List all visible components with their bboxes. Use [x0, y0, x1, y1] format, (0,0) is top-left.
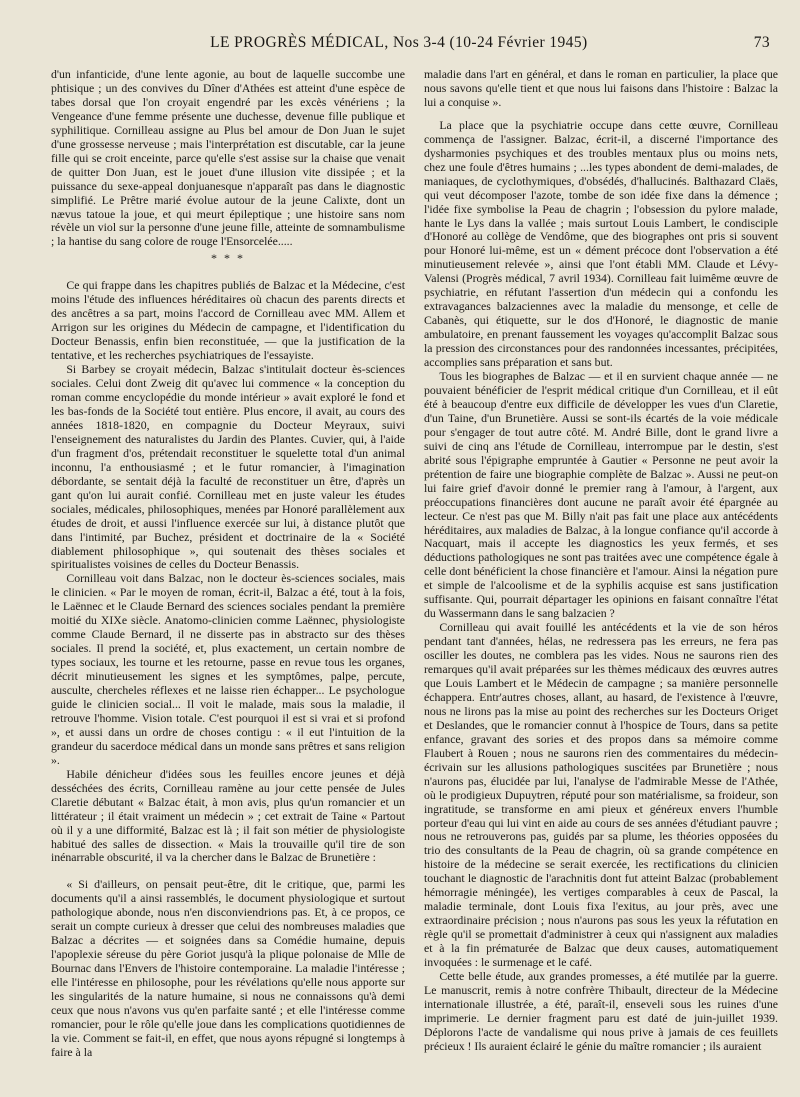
paragraph: Cornilleau voit dans Balzac, non le docteur ès-sciences sociales, mais le clinicien. « Par le moyen de roman, écrit-il, Balzac a été, tout à la fois, le Laënnec et le Claude Bernard des sciences sociales pendant la première moitié du XIXe siècle. Anatomo-clinicien comme Laënnec, physiologiste comme Claude Bernard, il ne disserte pas in abstracto sur des thèses sociales. Il prend la société, et, plus exactement, un certain nombre de types sociaux, les tourne et les retourne, passe en revue tous les organes, décrit minutieusement les signes et les symptômes, palpe, percute, ausculte, chercheles réflexes et ne laisse rien échapper... Le psychologue guide le clinicien social... Il voit le malade, mais sous la maladie, il retrouve l'homme. Vision totale. C'est pourquoi il est si vrai et si profond », et aussi dans un ordre de choses contigu : « il eut l'intuition de la grandeur du sacerdoce médical dans un monde sans prêtres et sans religion ». [51, 571, 405, 767]
running-head [44, 34, 754, 52]
paragraph: maladie dans l'art en général, et dans le roman en particulier, la place que nous savons qu'elle tient et que nous lui faisons dans l'histoire : Balzac la lui a conquise ». [424, 67, 778, 109]
paragraph: Habile dénicheur d'idées sous les feuilles encore jeunes et déjà desséchées des écrits, Cornilleau ramène au jour cette pensée de Jules Claretie débutant « Balzac était, à mon avis, plus qu'un romancier et un littérateur ; il était vraiment un médecin » ; cet extrait de Taine « Partout où il y a une difformité, Balzac est là ; il fait son métier de physiologiste habitué des salles de dissection. « Mais la trouvaille qu'il tire de son inénarrable obscurité, il va la chercher dans le Balzac de Brunetière : [51, 766, 405, 865]
page-header [44, 34, 770, 56]
issue-info: Nos 3-4 (10-24 Février 1945) [392, 34, 588, 51]
quotation-paragraph: « Si d'ailleurs, on pensait peut-être, dit le critique, que, parmi les documents qu'il a ainsi rassemblés, le document physiologique et surtout pathologique abonde, nous n'en disconviendrions pas. Et, à ce propos, ce serait un compte curieux à dresser que celui des nombreuses maladies que Balzac a décrites — et soignées dans sa Comédie humaine, depuis l'apoplexie séreuse du père Goriot jusqu'à la plique polonaise de Mlle de Bournac dans l'Envers de l'histoire contemporaine. La maladie l'intéresse ; elle l'intéresse en philosophe, pour les révélations qu'elle nous apporte sur les singularités de la nature humaine, si nous ne connaissons qu'à demi ceux que nous n'avons vus qu'en parfaite santé ; et elle l'intéresse comme romancier, pour le rôle qu'elle joue dans les complications quotidiennes de la vie. Comment se fait-il, en effet, que nous ayons répugné si longtemps à faire à la [51, 877, 405, 1059]
paragraph: Ce qui frappe dans les chapitres publiés de Balzac et la Médecine, c'est moins l'étude des influences héréditaires où chacun des parents directs et des ancêtres a sa part, moins l'accord de Cornilleau avec MM. Allem et Arrigon sur les origines du Médecin de campagne, et l'identification du Docteur Benassis, enfin bien reconstituée, — que la justification de la tentative, et les recherches psychiatriques de l'essayiste. [51, 278, 405, 363]
paragraph: Cornilleau qui avait fouillé les antécédents et la vie de son héros pendant tant d'années, hélas, ne redressera pas les erreurs, ne fera pas osciller les doutes, ne comblera pas les vides. Nous ne saurons rien des remarques qu'il avait préparées sur les thèmes médicaux des œuvres autres que Louis Lambert et le Médecin de campagne ; sa manière personnelle échappera. Entr'autres choses, allant, au hasard, de l'existence à l'œuvre, nous ne lirons pas la mise au point des recherches sur les Docteurs Origet et Deslandes, que le romancier connut à l'hospice de Tours, dans sa petite enfance, gravant des sories et des propos dans sa mémoire comme Flaubert à Rouen ; nous ne saurons rien des commentaires du médecin-écrivain sur les allusions pathologiques suscitées par Brunetière ; nous n'aurons pas, élucidée par lui, l'analyse de l'admirable Messe de l'Athée, où le prodigieux Dupuytren, réputé pour son matérialisme, sa froideur, son ingratitude, se transforme en ami pieux et généreux envers l'humble porteur d'eau qui lui vint en aide au cours de ses années d'étudiant pauvre ; nous ne retrouverons pas, guidés par sa plume, les théories opposées du trio des consultants de la Peau de chagrin, où sa grande compétence en histoire de la médecine se serait exercée, les rectifications du clinicien touchant le diagnostic de l'arachnitis dont fut atteint Balzac (probablement hémorragie méningée), les vertiges comparables à ceux de Pascal, la maladie terminale, dont Louis fixa l'exitus, au jour près, avec une extraordinaire précision ; nous n'aurons pas sous les yeux la réfutation en règle qu'il se promettait d'administrer à ceux qui n'assignent aux maladies et à la fin prématurée de Balzac que deux causes, automatiquement invoquées : le surmenage et le café. [424, 620, 778, 970]
paragraph: Cette belle étude, aux grandes promesses, a été mutilée par la guerre. Le manuscrit, remis à notre confrère Thibault, directeur de la Médecine internationale illustrée, a été, paraît-il, enseveli sous les ruines d'une imprimerie. Le dernier fragment paru est daté de juin-juillet 1939. Déplorons l'acte de vandalisme qui nous prive à jamais de ces feuillets précieux ! Ils auraient éclairé le génie du maître romancier ; ils auraient [424, 969, 778, 1053]
journal-title: LE PROGRÈS MÉDICAL, [210, 34, 389, 51]
section-separator: * * * [211, 251, 245, 266]
page-number: 73 [753, 34, 770, 51]
text-columns [51, 68, 778, 1060]
paragraph: d'un infanticide, d'une lente agonie, au bout de laquelle succombe une phtisique ; un des convives du Dîner d'Athées est atteint d'une espèce de tabes dorsal que l'on croyait engendré par les excès vénériens ; la Vengeance d'une femme présente une duchesse, devenue fille publique et syphilitique. Cornilleau assigne au Plus bel amour de Don Juan le sujet d'une grossesse nerveuse ; mais l'interprétation est discutable, car la jeune fille qui se croit enceinte, parce qu'elle s'est assise sur la chaise que venait de quitter Don Juan, est le jouet d'une illusion vite dissipée ; et la puissance du sexe-appeal donjuanesque n'apparaît pas dans le diagnostic simplifié. Le Prêtre marié évolue autour de la jeune Calixte, dont un nævus tatoue la joue, et qui meurt épileptique ; une histoire sans nom révèle un viol sur la personne d'une jeune fille, atteinte de somnambulisme ; la hantise du sang colore de rouge l'Ensorcelée..... [51, 67, 405, 249]
paragraph: Tous les biographes de Balzac — et il en survient chaque année — ne pouvaient bénéficier de l'esprit médical critique d'un Cornilleau, et il eût été à beaucoup d'entre eux difficile de développer les vues d'un Claretie, d'un Taine, d'un Brunetière. Aussi se sont-ils écartés de la voie médicale pour s'engager de tout autre côté. M. André Bille, dont le grand livre a suivi de cinq ans l'étude de Cornilleau, interrompue par le destin, s'est abrité sous l'épigraphe empruntée à Gautier « Personne ne peut avoir la prétention de faire une biographie complète de Balzac ». Aussi ne peut-on lui faire grief d'avoir donné le premier rang à l'amour, à l'argent, aux préoccupations financières dont aucune ne paraît avoir été épargnée au lecteur. Ce n'est pas que M. Billy n'ait pas fait une place aux antécédents héréditaires, aux maladies de Balzac, à la longue confiance qu'il accorde à Nacquart, mais il accepte les diagnostics les yeux fermés, et ses déductions pathologiques ne sont pas traitées avec une compétence égale à celle dont bénéficient la chose financière et l'amour. Ainsi la négation pure et simple de l'alcoolisme et de la syphilis acquise est sans justification suffisante. Qui, pourrait départager les opinions en faisant connaître l'état du Wassermann dans le sang balzacien ? [424, 369, 778, 621]
left-column [51, 68, 405, 1060]
right-column [424, 68, 778, 1060]
paragraph: La place que la psychiatrie occupe dans cette œuvre, Cornilleau commença de l'assigner. Balzac, écrit-il, a discerné l'importance des dysharmonies psychiques et des troubles mentaux plus ou moins nets, chez une foule d'êtres humains ; ...les types abondent de demi-malades, de maniaques, de cyclothymiques, d'obsédés, d'hallucinés. Balthazard Claës, qui veut décomposer l'azote, tombe de son idée fixe dans la démence ; l'idée fixe symbolise la Peau de chagrin ; l'obsession du pylore malade, hante le Lys dans la vallée ; mais surtout Louis Lambert, le condisciple d'Honoré au collège de Vendôme, que des biographes ont pris si souvent pour Honoré lui-même, est un « dément précoce dont l'observation a été minutieusement relevée », ainsi que l'ont établi MM. Claude et Lévy-Valensi (Progrès médical, 7 avril 1934). Cornilleau fait luimême œuvre de psychiatrie, en réfutant l'assertion d'un médecin qui a confondu les extravagances balzaciennes avec la maladie du mensonge, et celle de Cabanès, qui étiquette, sur le dos d'Honoré, le diagnostic de manie ambulatoire, en prenant faussement les voyages qu'accomplit Balzac sous la pression des circonstances pour des randonnées incessantes, précipitées, accomplies sans préparation et sans but. [424, 117, 778, 370]
paragraph: Si Barbey se croyait médecin, Balzac s'intitulait docteur ès-sciences sociales. Celui dont Zweig dit qu'avec lui commence « la conception du roman comme encyclopédie du monde intérieur » avait exploré le fond et les bas-fonds de la Société tout entière. Plus encore, il avait, au cours des années 1818-1820, en compagnie du Docteur Meyraux, suivi l'enseignement des naturalistes du Jardin des Plantes. Cuvier, qui, à l'aide d'un fragment d'os, prétendait reconstituer le squelette total d'un animal inconnu, l'a enthousiasmé ; et le futur romancier, à l'imagination débordante, se sentait déjà la faculté de reconstituer un être, d'après un gant qu'on lui aurait confié. Cornilleau met en juste valeur les études sociales, médicales, philosophiques, menées par Honoré parallèlement aux études de droit, et aussi l'influence exercée sur lui, à distance plutôt que dans l'intimité, par Buchez, président et doctrinaire de la « Société diablement philosophique », qui soutenait des thèses sociales et spiritualistes voisines de celles du Docteur Benassis. [51, 362, 405, 572]
